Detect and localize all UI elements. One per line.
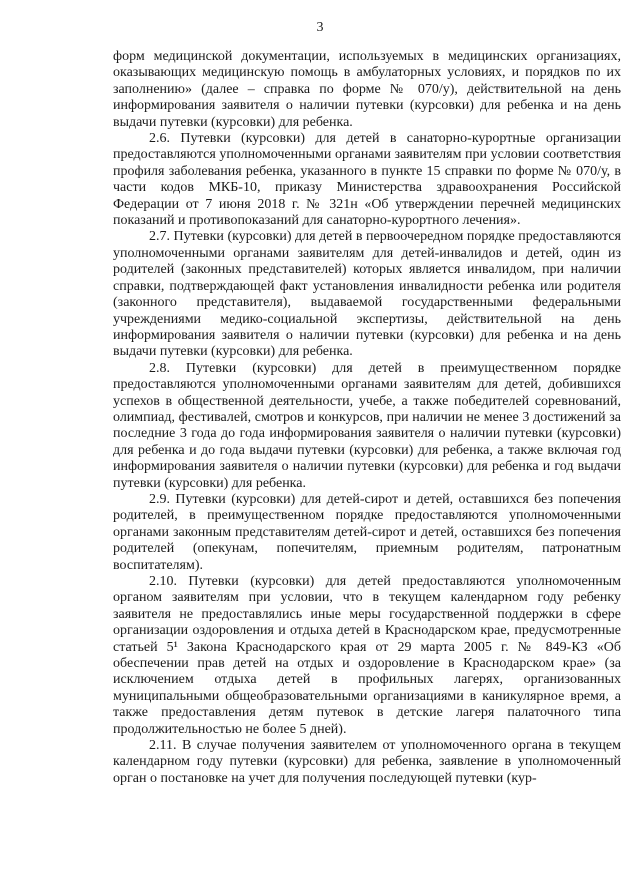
paragraph-2-7: 2.7. Путевки (курсовки) для детей в первоочередном порядке предоставляются уполномоченными органами заявителям для детей-инвалидов и детей, один из родителей (законных представителей) которых является инвалидом, при наличии справки, подтверждающей факт установления инвалидности ребенка или родителя (законного представителя), выдаваемой государственными федеральными учреждениями медико-социальной экспертизы, действительной на день информирования заявителя о наличии путевки (курсовки) для ребенка и на день выдачи путевки (курсовки) для ребенка. xyxy=(113,229,621,360)
paragraph-2-9: 2.9. Путевки (курсовки) для детей-сирот и детей, оставшихся без попечения родителей, в преимущественном порядке предоставляются уполномоченными органами законным представителям детей-сирот и детей, оставшихся без попечения родителей (опекунам, попечителям, приемным родителям, патронатным воспитателям). xyxy=(113,491,621,573)
paragraph-2-8: 2.8. Путевки (курсовки) для детей в преимущественном порядке предоставляются уполномоченными органами заявителям для детей, добившихся успехов в общественной деятельности, учебе, а также победителей соревнований, олимпиад, фестивалей, смотров и конкурсов, при наличии не менее 3 достижений за последние 3 года до года информирования заявителя о наличии путевки (курсовки) для ребенка и до года выдачи путевки (курсовки) для ребенка, а также включая год информирования заявителя о наличии путевки (курсовки) для ребенка и год выдачи путевки (курсовки) для ребенка. xyxy=(113,360,621,491)
paragraph-continuation: форм медицинской документации, используемых в медицинских организациях, оказывающих медицинскую помощь в амбулаторных условиях, и порядков по их заполнению» (далее – справка по форме № 070/у), действительной на день информирования заявителя о наличии путевки (курсовки) для ребенка и на день выдачи путевки (курсовки) для ребенка. xyxy=(113,49,621,130)
document-body xyxy=(113,49,621,787)
paragraph-2-6: 2.6. Путевки (курсовки) для детей в санаторно-курортные организации предоставляются уполномоченными органами заявителям при условии соответствия профиля заболевания ребенка, указанного в пункте 15 справки по форме № 070/у, в части кодов МКБ-10, приказу Министерства здравоохранения Российской Федерации от 7 июня 2018 г. № 321н «Об утверждении перечней медицинских показаний и противопоказаний для санаторно-курортного лечения». xyxy=(113,131,621,229)
paragraph-2-10: 2.10. Путевки (курсовки) для детей предоставляются уполномоченным органом заявителям при условии, что в текущем календарном году ребенку заявителя не предоставлялись иные меры государственной поддержки в сфере организации оздоровления и отдыха детей в Краснодарском крае, предусмотренные статьей 5¹ Закона Краснодарского края от 29 марта 2005 г. № 849-КЗ «Об обеспечении прав детей на отдых и оздоровление в Краснодарском крае» (за исключением отдыха детей в профильных лагерях, организованных муниципальными общеобразовательными организациями в каникулярное время, а также предоставления детям путевок в детские лагеря палаточного типа продолжительностью не более 5 дней). xyxy=(113,574,621,737)
page-number: 3 xyxy=(316,20,324,35)
paragraph-2-11: 2.11. В случае получения заявителем от уполномоченного органа в текущем календарном году путевки (курсовки) для ребенка, заявление в уполномоченный орган о постановке на учет для получения последующей путевки (кур- xyxy=(113,738,621,786)
